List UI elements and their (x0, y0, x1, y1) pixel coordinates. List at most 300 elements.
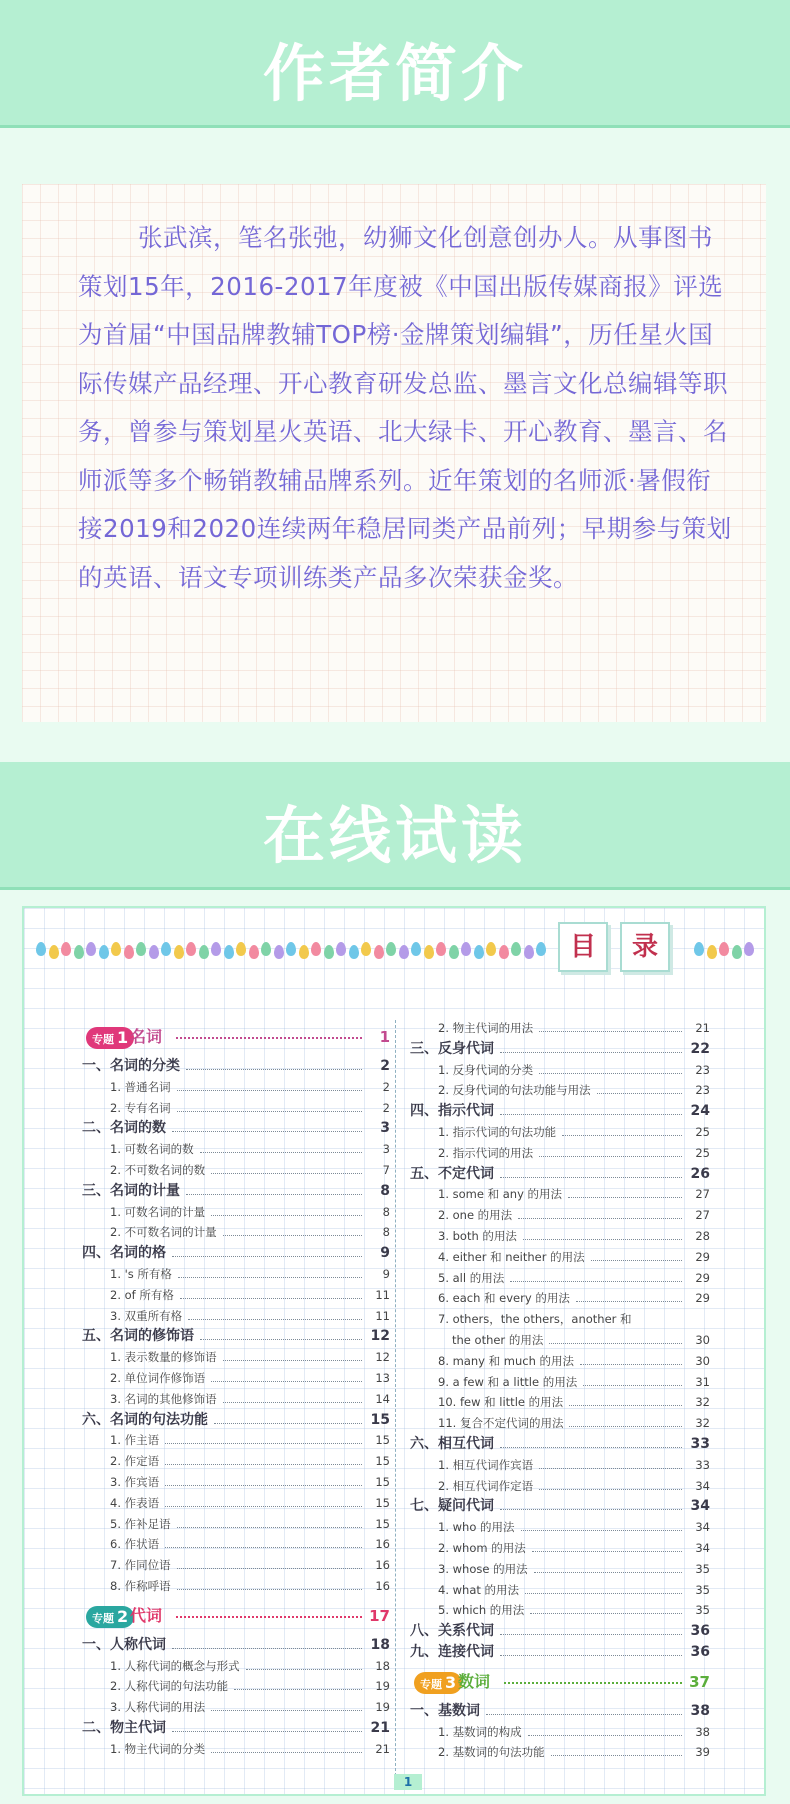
raindrop-icon (299, 945, 309, 959)
dot-leader (180, 1285, 362, 1299)
entry-page-number: 15 (375, 1495, 390, 1510)
raindrop-icon (461, 942, 471, 956)
dot-leader (486, 1701, 682, 1715)
toc-section-entry (410, 1722, 710, 1743)
topic-title: 数词 (458, 1671, 491, 1691)
dot-leader (539, 1476, 682, 1490)
dot-leader (500, 1434, 682, 1448)
section-title-preview: 在线试读 (262, 799, 527, 872)
dot-leader (177, 1514, 362, 1528)
dot-leader (234, 1676, 362, 1690)
raindrop-icon (124, 945, 134, 959)
topic-badge (86, 1027, 134, 1049)
dot-leader (165, 1534, 362, 1548)
entry-page-number: 23 (695, 1062, 710, 1077)
entry-page-number: 38 (690, 1702, 710, 1719)
dot-leader (591, 1247, 682, 1261)
raindrop-icon (499, 945, 509, 959)
section-banner-author (0, 0, 790, 128)
raindrop-icon (236, 942, 246, 956)
topic-page-number: 37 (689, 1672, 710, 1691)
toc-topic-heading (82, 1018, 390, 1056)
raindrop-icon (424, 945, 434, 959)
toc-section-entry (82, 1493, 390, 1514)
toc-chapter-entry (82, 1326, 390, 1347)
entry-page-number: 15 (375, 1433, 390, 1448)
entry-page-number: 21 (370, 1719, 390, 1736)
entry-label: 2. 人称代词的句法功能 (110, 1679, 229, 1694)
toc-section-entry (82, 1160, 390, 1181)
entry-label: 一、人称代词 (82, 1636, 166, 1653)
entry-page-number: 2 (382, 1100, 390, 1115)
toc-section-entry (410, 1143, 710, 1164)
entry-page-number: 25 (695, 1145, 710, 1160)
dot-leader (211, 1160, 362, 1174)
dot-leader (576, 1288, 682, 1302)
entry-page-number: 8 (380, 1182, 390, 1199)
toc-section-entry (82, 1576, 390, 1597)
entry-page-number: 24 (690, 1103, 710, 1120)
toc-section-entry (410, 1559, 710, 1580)
entry-label: 9. a few 和 a little 的用法 (438, 1374, 578, 1389)
topic-page-number: 1 (379, 1028, 390, 1046)
raindrop-icon (311, 942, 321, 956)
dot-leader (539, 1018, 682, 1032)
entry-page-number: 33 (695, 1457, 710, 1472)
toc-chapter-entry (82, 1181, 390, 1202)
entry-page-number: 15 (375, 1454, 390, 1469)
raindrop-icon (386, 942, 396, 956)
raindrop-icon (707, 945, 717, 959)
toc-preview-page (22, 906, 766, 1796)
entry-page-number: 28 (695, 1228, 710, 1243)
toc-section-entry (410, 1742, 710, 1763)
entry-label: 2. one 的用法 (438, 1208, 513, 1223)
topic-badge (86, 1606, 134, 1628)
dot-leader (510, 1268, 682, 1282)
toc-chapter-entry (410, 1642, 710, 1663)
entry-label: 八、关系代词 (410, 1623, 494, 1640)
dot-leader (500, 1642, 682, 1656)
dot-leader (539, 1060, 682, 1074)
dot-leader (172, 1243, 362, 1257)
entry-page-number: 9 (380, 1245, 390, 1262)
dot-leader (500, 1039, 682, 1053)
toc-section-entry (82, 1347, 390, 1368)
toc-section-entry (410, 1580, 710, 1601)
entry-page-number: 16 (375, 1578, 390, 1593)
entry-page-number: 12 (375, 1350, 390, 1365)
toc-section-entry (410, 1080, 710, 1101)
dot-leader (597, 1080, 682, 1094)
entry-page-number: 19 (375, 1700, 390, 1715)
raindrop-icon (361, 942, 371, 956)
entry-label: 1. 基数词的构成 (438, 1724, 522, 1739)
dot-leader (211, 1697, 362, 1711)
toc-chapter-entry (410, 1434, 710, 1455)
author-bio-card (22, 184, 766, 722)
entry-label: 九、连接代词 (410, 1643, 494, 1660)
entry-page-number: 31 (695, 1374, 710, 1389)
entry-label: 2. whom 的用法 (438, 1540, 526, 1555)
entry-page-number: 14 (375, 1391, 390, 1406)
dot-leader (165, 1430, 362, 1444)
toc-section-entry (410, 1476, 710, 1497)
toc-section-entry (82, 1697, 390, 1718)
page-number: 1 (394, 1774, 422, 1790)
toc-section-entry (410, 1268, 710, 1289)
raindrop-icon (61, 942, 71, 956)
toc-section-entry (410, 1018, 710, 1039)
toc-section-entry (410, 1330, 710, 1351)
entry-page-number: 30 (695, 1332, 710, 1347)
entry-page-number: 36 (690, 1623, 710, 1640)
dot-leader (532, 1538, 682, 1552)
entry-label: 4. 作表语 (110, 1495, 160, 1510)
raindrop-icon (411, 942, 421, 956)
entry-label: 8. many 和 much 的用法 (438, 1353, 575, 1368)
entry-label: 1. 普通名词 (110, 1079, 171, 1094)
entry-label: 七、疑问代词 (410, 1498, 494, 1515)
entry-page-number: 32 (695, 1416, 710, 1431)
entry-label: 2. 不可数名词的数 (110, 1162, 206, 1177)
raindrop-icon (36, 942, 46, 956)
dot-leader (518, 1205, 682, 1219)
toc-section-entry (82, 1306, 390, 1327)
toc-section-entry (82, 1077, 390, 1098)
entry-label: 1. 作主语 (110, 1433, 160, 1448)
entry-page-number: 34 (695, 1520, 710, 1535)
entry-label: 三、名词的计量 (82, 1182, 180, 1199)
toc-chapter-entry (82, 1118, 390, 1139)
dot-leader (172, 1118, 362, 1132)
entry-page-number: 23 (695, 1083, 710, 1098)
raindrop-decoration (36, 942, 556, 964)
raindrop-icon (261, 942, 271, 956)
toc-section-entry (82, 1098, 390, 1119)
topic-page-number: 17 (369, 1606, 390, 1625)
dot-leader (177, 1555, 362, 1569)
dot-leader (176, 1037, 362, 1039)
entry-label: 1. some 和 any 的用法 (438, 1187, 563, 1202)
raindrop-icon (111, 942, 121, 956)
entry-page-number: 11 (375, 1287, 390, 1302)
entry-label: 1. 可数名词的数 (110, 1142, 194, 1157)
entry-label: 7. others，the others，another 和 (438, 1312, 632, 1327)
entry-page-number: 27 (695, 1208, 710, 1223)
topic-badge-label: 专题 (92, 1611, 114, 1625)
entry-label: 4. what 的用法 (438, 1582, 520, 1597)
dot-leader (165, 1451, 362, 1465)
dot-leader (211, 1368, 362, 1382)
dot-leader (188, 1306, 362, 1320)
entry-page-number: 9 (382, 1266, 390, 1281)
raindrop-icon (324, 945, 334, 959)
toc-section-entry (410, 1060, 710, 1081)
raindrop-icon (86, 942, 96, 956)
toc-section-entry (410, 1372, 710, 1393)
toc-section-entry (82, 1222, 390, 1243)
toc-section-entry (410, 1122, 710, 1143)
entry-label: 2. of 所有格 (110, 1287, 174, 1302)
dot-leader (178, 1264, 362, 1278)
entry-label: 五、名词的修饰语 (82, 1328, 194, 1345)
entry-page-number: 35 (695, 1603, 710, 1618)
entry-page-number: 15 (370, 1411, 390, 1428)
dot-leader (165, 1472, 362, 1486)
entry-label: 1. 's 所有格 (110, 1266, 172, 1281)
section-title-author: 作者简介 (262, 37, 527, 110)
entry-page-number: 36 (690, 1643, 710, 1660)
entry-page-number: 7 (382, 1162, 390, 1177)
dot-leader (186, 1181, 362, 1195)
entry-page-number: 25 (695, 1124, 710, 1139)
dot-leader (539, 1455, 682, 1469)
toc-section-entry (82, 1430, 390, 1451)
entry-page-number: 34 (695, 1540, 710, 1555)
raindrop-icon (74, 945, 84, 959)
raindrop-icon (486, 942, 496, 956)
author-bio-text: 张武滨，笔名张弛，幼狮文化创意创办人。从事图书策划15年，2016-2017年度被《中国出版传媒商报》评选为首届“中国品牌教辅TOP榜·金牌策划编辑”，历任星火国际传媒产品经理、开心教育研发总监、墨言文化总编辑等职务，曾参与策划星火英语、北大绿卡、开心教育、墨言、名师派等多个畅销教辅品牌系列。近年策划的名师派·暑假衔接2019和2020连续两年稳居同类产品前列；早期参与策划的英语、语文专项训练类产品多次荣获金奖。 (78, 223, 732, 592)
raindrop-icon (161, 942, 171, 956)
entry-page-number: 15 (375, 1516, 390, 1531)
entry-label: 2. 反身代词的句法功能与用法 (438, 1083, 591, 1098)
entry-page-number: 18 (370, 1636, 390, 1653)
entry-page-number: 21 (695, 1021, 710, 1035)
raindrop-icon (536, 942, 546, 956)
topic-badge (414, 1672, 462, 1694)
topic-badge-label: 专题 (420, 1677, 442, 1691)
entry-label: 二、名词的数 (82, 1120, 166, 1137)
entry-page-number: 39 (695, 1745, 710, 1760)
entry-label: 2. 相互代词作定语 (438, 1478, 534, 1493)
entry-label: 3. whose 的用法 (438, 1561, 528, 1576)
toc-chapter-entry (82, 1243, 390, 1264)
toc-heading-char-2: 录 (620, 922, 670, 972)
toc-section-entry (410, 1351, 710, 1372)
dot-leader (523, 1226, 682, 1240)
entry-label: 10. few 和 little 的用法 (438, 1395, 564, 1410)
entry-page-number: 33 (690, 1435, 710, 1452)
entry-page-number: 27 (695, 1187, 710, 1202)
entry-page-number: 26 (690, 1165, 710, 1182)
column-divider (395, 1020, 396, 1776)
entry-page-number: 35 (695, 1582, 710, 1597)
dot-leader (200, 1326, 362, 1340)
entry-label: 1. who 的用法 (438, 1520, 515, 1535)
raindrop-icon (286, 942, 296, 956)
entry-label: 3. 作宾语 (110, 1474, 160, 1489)
toc-section-entry (82, 1472, 390, 1493)
dot-leader (176, 1616, 362, 1618)
entry-label: the other 的用法 (452, 1332, 544, 1347)
raindrop-icon (449, 945, 459, 959)
raindrop-icon (524, 945, 534, 959)
raindrop-icon (149, 945, 159, 959)
toc-section-entry (410, 1392, 710, 1413)
dot-leader (580, 1351, 682, 1365)
raindrop-icon (719, 942, 729, 956)
entry-label: 6. each 和 every 的用法 (438, 1291, 570, 1306)
dot-leader (223, 1222, 362, 1236)
toc-column-right (410, 1018, 710, 1763)
toc-column-left (82, 1018, 390, 1760)
entry-label: 5. all 的用法 (438, 1270, 505, 1285)
raindrop-icon (374, 945, 384, 959)
entry-page-number: 19 (375, 1679, 390, 1694)
toc-chapter-entry (410, 1039, 710, 1060)
entry-page-number: 3 (382, 1142, 390, 1157)
entry-label: 2. 基数词的句法功能 (438, 1745, 545, 1760)
toc-topic-heading (82, 1597, 390, 1635)
entry-label: 四、名词的格 (82, 1245, 166, 1262)
entry-page-number: 29 (695, 1291, 710, 1306)
toc-section-entry (82, 1368, 390, 1389)
entry-label: 5. 作补足语 (110, 1516, 171, 1531)
banner-edge (0, 125, 790, 128)
entry-page-number: 22 (690, 1040, 710, 1057)
raindrop-icon (436, 942, 446, 956)
toc-chapter-entry (82, 1635, 390, 1656)
entry-page-number: 15 (375, 1474, 390, 1489)
entry-label: 5. which 的用法 (438, 1603, 525, 1618)
raindrop-icon (399, 945, 409, 959)
raindrop-icon (744, 942, 754, 956)
entry-page-number: 29 (695, 1249, 710, 1264)
entry-page-number: 13 (375, 1370, 390, 1385)
dot-leader (214, 1410, 362, 1424)
raindrop-icon (174, 945, 184, 959)
dot-leader (551, 1742, 682, 1756)
entry-label: 1. 相互代词作宾语 (438, 1457, 534, 1472)
toc-chapter-entry (410, 1164, 710, 1185)
topic-title: 名词 (130, 1027, 163, 1046)
entry-page-number: 30 (695, 1353, 710, 1368)
entry-label: 4. either 和 neither 的用法 (438, 1249, 585, 1264)
entry-page-number: 34 (695, 1478, 710, 1493)
entry-label: 1. 物主代词的分类 (110, 1741, 206, 1756)
entry-page-number: 16 (375, 1558, 390, 1573)
raindrop-icon (511, 942, 521, 956)
entry-page-number: 8 (382, 1204, 390, 1219)
toc-section-entry (410, 1205, 710, 1226)
entry-page-number: 2 (382, 1079, 390, 1094)
raindrop-icon (186, 942, 196, 956)
toc-section-entry (82, 1389, 390, 1410)
toc-chapter-entry (82, 1410, 390, 1431)
entry-label: 7. 作同位语 (110, 1558, 171, 1573)
dot-leader (500, 1101, 682, 1115)
entry-label: 3. 双重所有格 (110, 1308, 183, 1323)
dot-leader (165, 1493, 362, 1507)
toc-section-entry (410, 1288, 710, 1309)
raindrop-icon (99, 945, 109, 959)
toc-section-entry (410, 1600, 710, 1621)
entry-label: 一、基数词 (410, 1702, 480, 1719)
raindrop-icon (224, 945, 234, 959)
toc-section-entry (410, 1517, 710, 1538)
toc-section-entry (410, 1538, 710, 1559)
entry-label: 2. 单位词作修饰语 (110, 1370, 206, 1385)
entry-label: 1. 反身代词的分类 (438, 1062, 534, 1077)
entry-label: 3. 名词的其他修饰语 (110, 1391, 217, 1406)
raindrop-icon (199, 945, 209, 959)
dot-leader (569, 1392, 682, 1406)
raindrop-icon (474, 945, 484, 959)
raindrop-icon (136, 942, 146, 956)
entry-label: 2. 不可数名词的计量 (110, 1225, 217, 1240)
dot-leader (223, 1347, 362, 1361)
toc-section-entry (410, 1309, 710, 1330)
dot-leader (528, 1722, 682, 1736)
topic-badge-number: 3 (445, 1672, 457, 1692)
dot-leader (223, 1389, 362, 1403)
toc-chapter-entry (82, 1718, 390, 1739)
entry-label: 五、不定代词 (410, 1165, 494, 1182)
entry-label: 2. 专有名词 (110, 1100, 171, 1115)
dot-leader (534, 1559, 682, 1573)
dot-leader (211, 1739, 362, 1753)
entry-label: 1. 表示数量的修饰语 (110, 1350, 217, 1365)
entry-label: 四、指示代词 (410, 1103, 494, 1120)
dot-leader (562, 1122, 682, 1136)
dot-leader (549, 1330, 682, 1344)
entry-page-number: 29 (695, 1270, 710, 1285)
entry-page-number: 38 (695, 1724, 710, 1739)
dot-leader (500, 1496, 682, 1510)
raindrop-icon (49, 945, 59, 959)
entry-label: 3. both 的用法 (438, 1228, 517, 1243)
toc-section-entry (82, 1534, 390, 1555)
toc-heading-char-1: 目 (558, 922, 608, 972)
raindrop-icon (732, 945, 742, 959)
toc-section-entry (82, 1555, 390, 1576)
entry-label: 六、名词的句法功能 (82, 1411, 208, 1428)
toc-section-entry (410, 1455, 710, 1476)
entry-label: 2. 指示代词的用法 (438, 1145, 534, 1160)
dot-leader (246, 1656, 362, 1670)
entry-label: 6. 作状语 (110, 1537, 160, 1552)
toc-section-entry (82, 1264, 390, 1285)
toc-section-entry (410, 1247, 710, 1268)
raindrop-icon (274, 945, 284, 959)
toc-section-entry (82, 1139, 390, 1160)
topic-badge-number: 2 (117, 1606, 129, 1626)
toc-section-entry (82, 1739, 390, 1760)
toc-topic-heading (410, 1663, 710, 1701)
toc-section-entry (82, 1514, 390, 1535)
toc-section-entry (82, 1202, 390, 1223)
dot-leader (568, 1184, 682, 1198)
dot-leader (211, 1202, 362, 1216)
raindrop-icon (694, 942, 704, 956)
dot-leader (530, 1600, 682, 1614)
entry-page-number: 21 (375, 1741, 390, 1756)
entry-page-number: 3 (380, 1120, 390, 1137)
entry-label: 二、物主代词 (82, 1719, 166, 1736)
entry-label: 1. 人称代词的概念与形式 (110, 1658, 240, 1673)
dot-leader (500, 1621, 682, 1635)
topic-badge-number: 1 (117, 1028, 129, 1047)
entry-label: 1. 指示代词的句法功能 (438, 1124, 557, 1139)
toc-chapter-entry (410, 1101, 710, 1122)
dot-leader (186, 1056, 362, 1070)
toc-section-entry (82, 1285, 390, 1306)
dot-leader (539, 1143, 682, 1157)
dot-leader (177, 1576, 362, 1590)
toc-section-entry (410, 1184, 710, 1205)
entry-label: 三、反身代词 (410, 1040, 494, 1057)
